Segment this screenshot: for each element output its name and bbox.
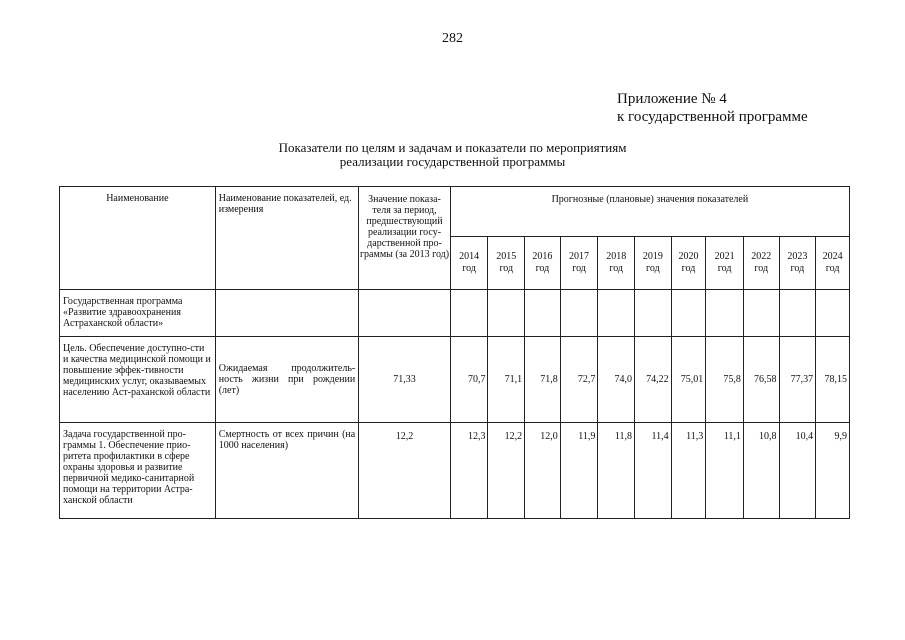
year-label: 2015 bbox=[496, 251, 517, 262]
table-row-goal bbox=[60, 337, 850, 423]
year-label: 2021 bbox=[714, 251, 735, 262]
value-2015-cell: 71,1 bbox=[488, 337, 525, 423]
year-label: 2019 bbox=[642, 251, 663, 262]
table-row-program bbox=[60, 290, 850, 337]
header-year-2018 bbox=[598, 237, 635, 290]
value-2014-cell: 12,3 bbox=[450, 423, 488, 519]
row-name-cell: Задача государственной про-граммы 1. Обеспечение прио-ритета профилактики в сфере охраны здоровья и развитие первичной медико-санитарной помощи на территории Астра-ханской области bbox=[60, 423, 216, 519]
document-title-line-1: Показатели по целям и задачам и показатели по мероприятиям bbox=[278, 140, 627, 155]
value-2015-cell bbox=[488, 290, 525, 337]
year-label: 2014 bbox=[459, 251, 480, 262]
year-unit: год bbox=[717, 263, 732, 274]
year-unit: год bbox=[754, 263, 769, 274]
header-year-2015 bbox=[488, 237, 525, 290]
value-2022-cell bbox=[743, 290, 779, 337]
header-year-2014 bbox=[450, 237, 488, 290]
value-2018-cell bbox=[598, 290, 635, 337]
year-unit: год bbox=[681, 263, 696, 274]
row-indicator-cell: Смертность от всех причин (на 1000 населения) bbox=[215, 423, 359, 519]
value-2023-cell bbox=[779, 290, 816, 337]
year-unit: год bbox=[572, 263, 586, 274]
year-label: 2022 bbox=[751, 251, 772, 262]
value-2016-cell: 12,0 bbox=[525, 423, 561, 519]
year-label: 2020 bbox=[678, 251, 699, 262]
value-2017-cell: 72,7 bbox=[560, 337, 598, 423]
row-name-cell: Государственная программа «Развитие здравоохранения Астраханской области» bbox=[60, 290, 216, 337]
header-forecast: Прогнозные (плановые) значения показателей bbox=[450, 187, 849, 237]
header-year-2020 bbox=[671, 237, 706, 290]
document-title bbox=[200, 141, 705, 169]
year-unit: год bbox=[825, 263, 840, 274]
appendix-line-1: Приложение № 4 bbox=[617, 91, 727, 107]
value-2017-cell bbox=[560, 290, 598, 337]
header-year-2016 bbox=[525, 237, 561, 290]
header-year-2017 bbox=[560, 237, 598, 290]
row-baseline-cell bbox=[359, 290, 451, 337]
header-baseline: Значение показа-теля за период, предшествующий реализации госу-дарственной про-граммы (за 2013 год) bbox=[359, 187, 451, 290]
year-unit: год bbox=[609, 263, 624, 274]
value-2023-cell: 10,4 bbox=[779, 423, 816, 519]
value-2014-cell bbox=[450, 290, 488, 337]
year-unit: год bbox=[535, 263, 550, 274]
header-year-2023 bbox=[779, 237, 816, 290]
value-2017-cell: 11,9 bbox=[560, 423, 598, 519]
header-year-2024 bbox=[816, 237, 850, 290]
value-2024-cell bbox=[816, 290, 850, 337]
value-2023-cell: 77,37 bbox=[779, 337, 816, 423]
value-2020-cell: 11,3 bbox=[671, 423, 706, 519]
row-baseline-cell: 71,33 bbox=[359, 337, 451, 423]
year-label: 2018 bbox=[606, 251, 627, 262]
value-2022-cell: 10,8 bbox=[743, 423, 779, 519]
header-indicator: Наименование показателей, ед. измерения bbox=[215, 187, 359, 290]
value-2016-cell: 71,8 bbox=[525, 337, 561, 423]
appendix-caption bbox=[617, 90, 808, 126]
header-year-2022 bbox=[743, 237, 779, 290]
row-baseline-cell: 12,2 bbox=[359, 423, 451, 519]
value-2019-cell bbox=[635, 290, 672, 337]
header-year-2019 bbox=[635, 237, 672, 290]
indicators-table bbox=[59, 186, 850, 519]
value-2018-cell: 11,8 bbox=[598, 423, 635, 519]
year-unit: год bbox=[499, 263, 514, 274]
value-2019-cell: 74,22 bbox=[635, 337, 672, 423]
header-year-2021 bbox=[706, 237, 744, 290]
value-2024-cell: 9,9 bbox=[816, 423, 850, 519]
year-label: 2016 bbox=[532, 251, 553, 262]
row-name-cell: Цель. Обеспечение доступно-сти и качества медицинской помощи и повышение эффек-тивности медицинских услуг, оказываемых населению Аст-раханской области bbox=[60, 337, 216, 423]
value-2020-cell bbox=[671, 290, 706, 337]
year-unit: год bbox=[462, 263, 476, 274]
year-label: 2024 bbox=[822, 251, 843, 262]
year-unit: год bbox=[646, 263, 660, 274]
row-indicator-cell: Ожидаемая продолжитель-ность жизни при рождении (лет) bbox=[215, 337, 359, 423]
year-label: 2017 bbox=[569, 251, 590, 262]
value-2024-cell: 78,15 bbox=[816, 337, 850, 423]
header-name: Наименование bbox=[60, 187, 216, 290]
value-2018-cell: 74,0 bbox=[598, 337, 635, 423]
value-2022-cell: 76,58 bbox=[743, 337, 779, 423]
value-2015-cell: 12,2 bbox=[488, 423, 525, 519]
value-2016-cell bbox=[525, 290, 561, 337]
row-indicator-cell bbox=[215, 290, 359, 337]
value-2021-cell: 75,8 bbox=[706, 337, 744, 423]
year-label: 2023 bbox=[787, 251, 808, 262]
value-2021-cell: 11,1 bbox=[706, 423, 744, 519]
value-2021-cell bbox=[706, 290, 744, 337]
page-number: 282 bbox=[442, 31, 463, 46]
value-2019-cell: 11,4 bbox=[635, 423, 672, 519]
document-title-line-2: реализации государственной программы bbox=[339, 154, 566, 169]
year-unit: год bbox=[790, 263, 805, 274]
appendix-line-2: к государственной программе bbox=[617, 109, 808, 125]
value-2020-cell: 75,01 bbox=[671, 337, 706, 423]
value-2014-cell: 70,7 bbox=[450, 337, 488, 423]
table-row-task-1 bbox=[60, 423, 850, 519]
